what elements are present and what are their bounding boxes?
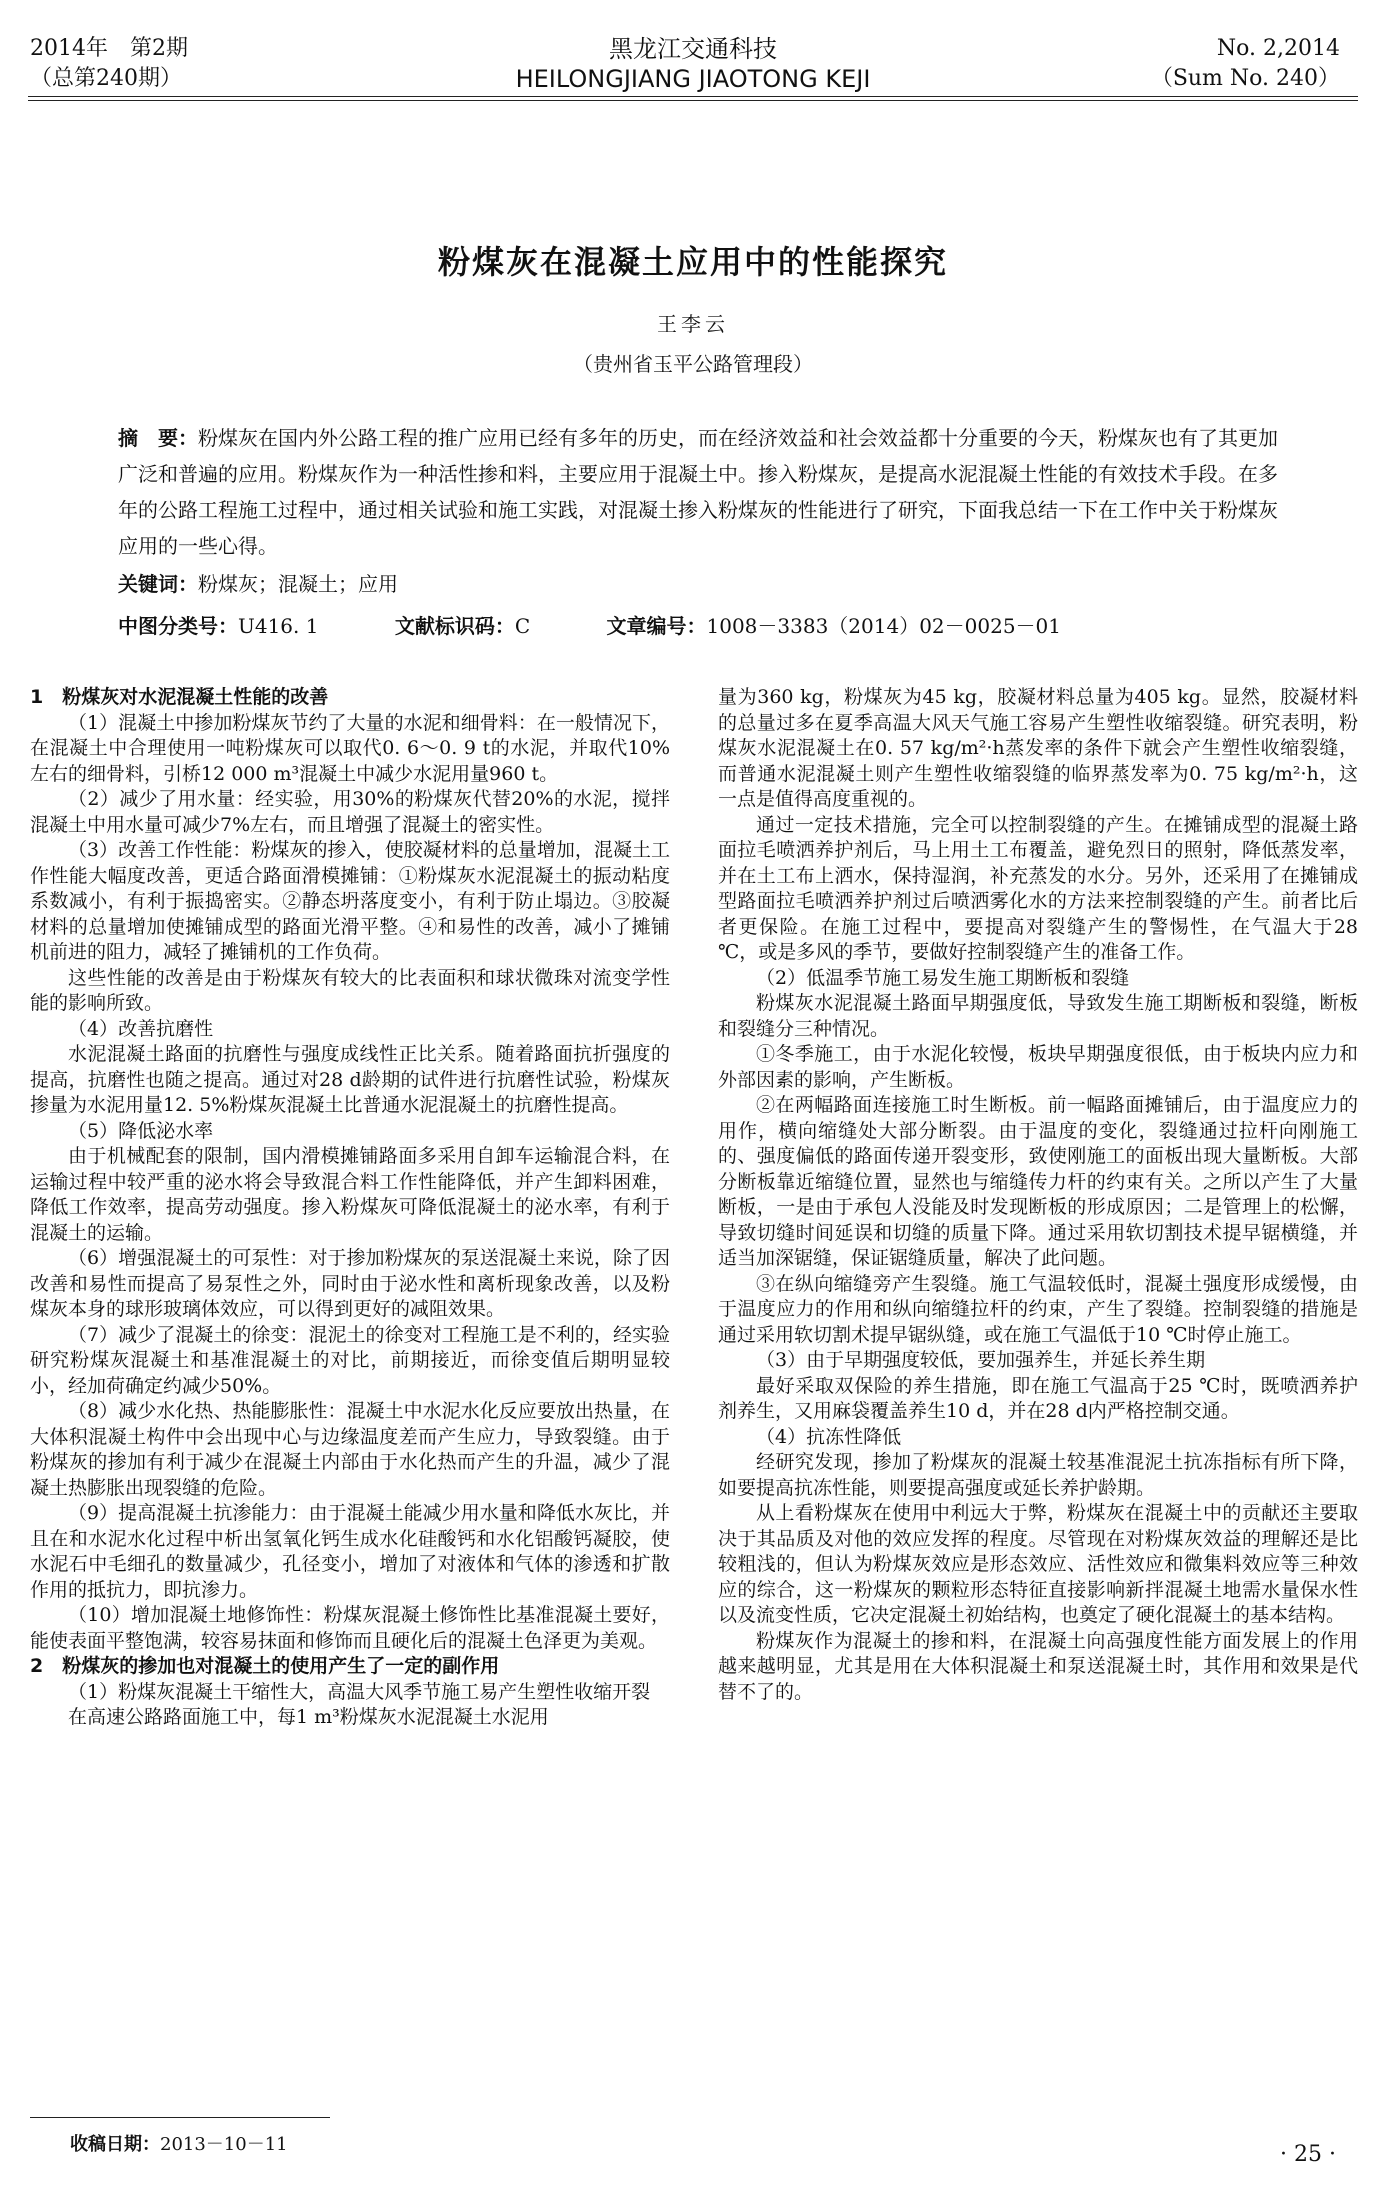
header-rule-bottom [28,100,1358,101]
header-rule-top [28,96,1358,97]
received-date-label: 收稿日期： [70,2134,160,2155]
body-column-right [718,685,1358,1705]
abstract-label: 摘 要： [118,426,198,450]
keywords-text: 粉煤灰；混凝土；应用 [198,572,398,596]
received-date-value: 2013－10－11 [160,2134,288,2155]
body-paragraph: （6）增强混凝土的可泵性：对于掺加粉煤灰的泵送混凝土来说，除了因改善和易性而提高了易泵性之外，同时由于泌水性和离析现象改善，以及粉煤灰本身的球形玻璃体效应，可以得到更好的减阻效果。 [30,1247,670,1320]
body-paragraph: 通过一定技术措施，完全可以控制裂缝的产生。在摊铺成型的混凝土路面拉毛喷洒养护剂后，马上用土工布覆盖，避免烈日的照射，降低蒸发率，并在土工布上洒水，保持湿润，补充蒸发的水分。另外，还采用了在摊铺成型路面拉毛喷洒养护剂过后喷洒雾化水的方法来控制裂缝的产生。前者比后者更保险。在施工过程中，要提高对裂缝产生的警惕性，在气温大于28 ℃，或是多风的季节，要做好控制裂缝产生的准备工作。 [718,813,1358,963]
clc-number [118,610,318,639]
clc-value: U416. 1 [238,614,319,638]
abstract [118,420,1278,564]
body-paragraph: ①冬季施工，由于水泥化较慢，板块早期强度很低，由于板块内应力和外部因素的影响，产生断板。 [718,1043,1358,1091]
body-paragraph: 粉煤灰水泥混凝土路面早期强度低，导致发生施工期断板和裂缝，断板和裂缝分三种情况。 [718,992,1358,1040]
journal-name-en: HEILONGJIANG JIAOTONG KEJI [515,65,871,93]
doc-code-label: 文献标识码： [394,614,515,638]
body-paragraph: 在高速公路路面施工中，每1 m³粉煤灰水泥混凝土水泥用 [68,1706,549,1728]
footnote-rule [30,2117,330,2118]
body-paragraph: （1）粉煤灰混凝土干缩性大，高温大风季节施工易产生塑性收缩开裂 [68,1680,651,1703]
body-paragraph: 由于机械配套的限制，国内滑模摊铺路面多采用自卸车运输混合料，在运输过程中较严重的泌水将会导致混合料工作性能降低，并产生卸料困难，降低工作效率，提高劳动强度。掺入粉煤灰可降低混凝土的泌水率，有利于混凝土的运输。 [30,1145,670,1244]
body-paragraph: 经研究发现，掺加了粉煤灰的混凝土较基准混泥土抗冻指标有所下降，如要提高抗冻性能，则要提高强度或延长养护龄期。 [718,1451,1358,1499]
body-paragraph: 量为360 kg，粉煤灰为45 kg，胶凝材料总量为405 kg。显然，胶凝材料的总量过多在夏季高温大风天气施工容易产生塑性收缩裂缝。研究表明，粉煤灰水泥混凝土在0. 57 kg/m²·h蒸发率的条件下就会产生塑性收缩裂缝，而普通水泥混凝土则产生塑性收缩裂缝的临界蒸发率为0. 75 kg/m²·h，这一点是值得高度重视的。 [718,686,1358,810]
issue-no-en: No. 2,2014 [1216,36,1340,61]
article-title: 粉煤灰在混凝土应用中的性能探究 [437,243,948,281]
body-paragraph: （2）减少了用水量：经实验，用30%的粉煤灰代替20%的水泥，搅拌混凝土中用水量可减少7%左右，而且增强了混凝土的密实性。 [30,788,670,836]
body-paragraph: 粉煤灰作为混凝土的掺和料，在混凝土向高强度性能方面发展上的作用越来越明显，尤其是用在大体积混凝土和泵送混凝土时，其作用和效果是代替不了的。 [718,1629,1358,1703]
article-author: 王李云 [657,312,729,336]
article-no-value: 1008－3383（2014）02－0025－01 [706,614,1061,638]
article-number [607,610,1062,639]
issue-sum-en: （Sum No. 240） [1150,66,1340,91]
body-paragraph: 这些性能的改善是由于粉煤灰有较大的比表面积和球状微珠对流变学性能的影响所致。 [30,966,670,1014]
body-paragraph: 水泥混凝土路面的抗磨性与强度成线性正比关系。随着路面抗折强度的提高，抗磨性也随之提高。通过对28 d龄期的试件进行抗磨性试验，粉煤灰掺量为水泥用量12. 5%粉煤灰混凝土比普通水泥混凝土的抗磨性提高。 [30,1043,670,1116]
body-column-left [30,685,670,1731]
body-paragraph: （4）抗冻性降低 [756,1425,902,1448]
journal-issue-en [1151,34,1340,94]
body-paragraph: 最好采取双保险的养生措施，即在施工气温高于25 ℃时，既喷洒养护剂养生，又用麻袋覆盖养生10 d，并在28 d内严格控制交通。 [718,1374,1358,1422]
body-paragraph: （3）改善工作性能：粉煤灰的掺入，使胶凝材料的总量增加，混凝土工作性能大幅度改善，更适合路面滑模摊铺：①粉煤灰水泥混凝土的振动粘度系数减小，有利于振捣密实。②静态坍落度变小，有利于防止塌边。③胶凝材料的总量增加使摊铺成型的路面光滑平整。④和易性的改善，减小了摊铺机前进的阻力，减轻了摊铺机的工作负荷。 [30,839,670,963]
document-code [395,610,530,639]
body-paragraph: （5）降低泌水率 [68,1119,214,1142]
journal-name-cn: 黑龙江交通科技 [609,35,777,63]
body-paragraph: （9）提高混凝土抗渗能力：由于混凝土能减少用水量和降低水灰比，并且在和水泥水化过程中析出氢氧化钙生成水化硅酸钙和水化铝酸钙凝胶，使水泥石中毛细孔的数量减少，孔径变小，增加了对液体和气体的渗透和扩散作用的抵抗力，即抗渗力。 [30,1502,670,1601]
abstract-text: 粉煤灰在国内外公路工程的推广应用已经有多年的历史，而在经济效益和社会效益都十分重要的今天，粉煤灰也有了其更加广泛和普遍的应用。粉煤灰作为一种活性掺和料，主要应用于混凝土中。掺入粉煤灰，是提高水泥混凝土性能的有效技术手段。在多年的公路工程施工过程中，通过相关试验和施工实践，对混凝土掺入粉煤灰的性能进行了研究，下面我总结一下在工作中关于粉煤灰应用的一些心得。 [118,426,1278,558]
keywords [118,568,398,597]
body-paragraph: （1）混凝土中掺加粉煤灰节约了大量的水泥和细骨料：在一般情况下，在混凝土中合理使用一吨粉煤灰可以取代0. 6～0. 9 t的水泥，并取代10%左右的细骨料，引桥12 000 m³混凝土中减少水泥用量960 t。 [30,711,670,785]
section-heading: 1 粉煤灰对水泥混凝土性能的改善 [30,686,329,708]
author-affiliation: （贵州省玉平公路管理段） [573,352,813,376]
body-paragraph: （8）减少水化热、热能膨胀性：混凝土中水泥水化反应要放出热量，在大体积混凝土构件中会出现中心与边缘温度差而产生应力，导致裂缝。由于粉煤灰的掺加有利于减少在混凝土内部由于水化热而产生的升温，减少了混凝土热膨胀出现裂缝的危险。 [30,1400,670,1499]
article-no-label: 文章编号： [606,614,707,638]
body-paragraph: （7）减少了混凝土的徐变：混泥土的徐变对工程施工是不利的，经实验研究粉煤灰混凝土和基准混凝土的对比，前期接近，而徐变值后期明显较小，经加荷确定约减少50%。 [30,1323,670,1397]
issue-year-number: 2014年 第2期 [30,36,188,61]
body-paragraph: ②在两幅路面连接施工时生断板。前一幅路面摊铺后，由于温度应力的用作，横向缩缝处大部分断裂。由于温度的变化，裂缝通过拉杆向刚施工的、强度偏低的路面传递开裂变形，致使刚施工的面板出现大量断板。大部分断板靠近缩缝位置，显然也与缩缝传力杆的约束有关。之所以产生了大量断板，一是由于承包人没能及时发现断板的形成原因；二是管理上的松懈，导致切缝时间延误和切缝的质量下降。通过采用软切割技术提早锯横缝，并适当加深锯缝，保证锯缝质量，解决了此问题。 [718,1094,1358,1269]
clc-label: 中图分类号： [118,614,238,638]
keywords-label: 关键词： [118,572,198,596]
received-date [70,2130,288,2156]
issue-total-number: （总第240期） [30,66,182,91]
body-paragraph: （4）改善抗磨性 [68,1017,214,1040]
body-paragraph: （2）低温季节施工易发生施工期断板和裂缝 [756,966,1130,989]
section-heading: 2 粉煤灰的掺加也对混凝土的使用产生了一定的副作用 [30,1655,500,1677]
classification-line [118,610,1278,639]
body-paragraph: ③在纵向缩缝旁产生裂缝。施工气温较低时，混凝土强度形成缓慢，由于温度应力的作用和纵向缩缝拉杆的约束，产生了裂缝。控制裂缝的措施是通过采用软切割术提早锯纵缝，或在施工气温低于10 ℃时停止施工。 [718,1272,1358,1346]
body-paragraph: 从上看粉煤灰在使用中利远大于弊，粉煤灰在混凝土中的贡献还主要取决于其品质及对他的效应发挥的程度。尽管现在对粉煤灰效益的理解还是比较粗浅的，但认为粉煤灰效应是形态效应、活性效应和微集料效应等三种效应的综合，这一粉煤灰的颗粒形态特征直接影响新拌混凝土地需水量保水性以及流变性质，它决定混凝土初始结构，也奠定了硬化混凝土的基本结构。 [718,1502,1358,1626]
body-paragraph: （3）由于早期强度较低，要加强养生，并延长养生期 [756,1349,1206,1371]
doc-code-value: C [514,614,531,638]
page-number: · 25 · [1280,2142,1336,2167]
body-paragraph: （10）增加混凝土地修饰性：粉煤灰混凝土修饰性比基准混凝土要好，能使表面平整饱满，较容易抹面和修饰而且硬化后的混凝土色泽更为美观。 [30,1604,670,1652]
